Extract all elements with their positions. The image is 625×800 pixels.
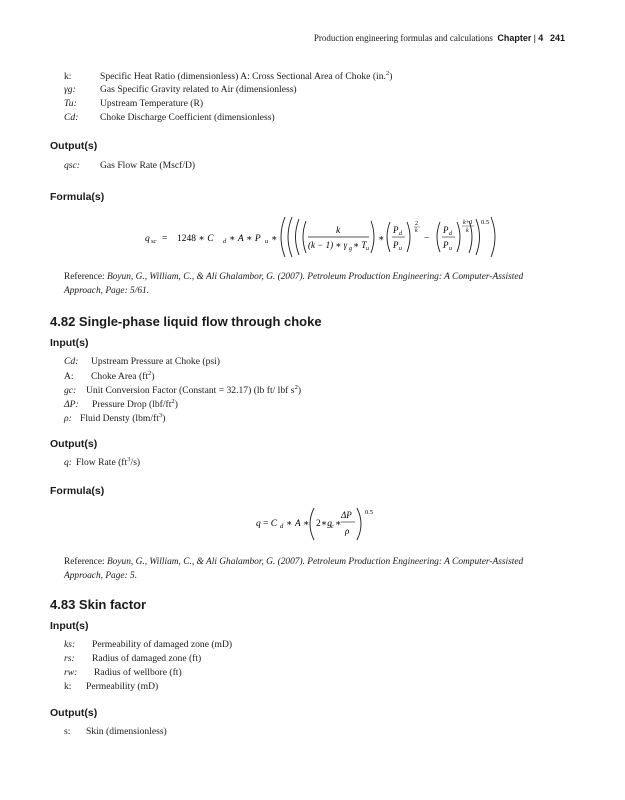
svg-text:∗ A ∗: ∗ A ∗	[286, 519, 310, 529]
definition-row	[64, 653, 201, 664]
definition-row: ΔP: Pressure Drop $(lbf/ft^2)$	[64, 398, 178, 411]
output-symbol: q:	[64, 457, 72, 469]
definition-row	[64, 112, 275, 123]
svg-text:P: P	[393, 240, 399, 250]
definition-text: Choke Discharge Coefficient (dimensionless)	[100, 112, 275, 123]
input-heading: Input(s)	[50, 337, 89, 349]
svg-text:q: q	[145, 234, 150, 244]
liquid-flow-formula	[255, 504, 385, 544]
definition-text: Choke Area (ft	[91, 371, 149, 383]
definition-row	[64, 356, 220, 367]
reference	[64, 556, 564, 583]
svg-text:P: P	[443, 240, 449, 250]
svg-text:u: u	[366, 246, 369, 252]
definition-text: Radius of wellbore (ft)	[94, 667, 182, 678]
svg-text:k: k	[466, 228, 469, 234]
svg-text:=: =	[162, 234, 168, 244]
svg-text:∗: ∗	[378, 234, 385, 244]
definition-row: ρ: Fluid Densty $(lbm/ft^3)$	[64, 412, 166, 425]
output-heading: Output(s)	[50, 707, 98, 719]
svg-text:k+1: k+1	[463, 220, 473, 226]
output-text: Skin (dimensionless)	[86, 726, 167, 737]
svg-text:1248 ∗ C: 1248 ∗ C	[177, 234, 214, 244]
svg-text:q: q	[256, 519, 261, 529]
definition-symbol: ρ:	[64, 413, 72, 425]
svg-text:2: 2	[415, 221, 418, 227]
section-title: 4.83 Skin factor	[50, 597, 147, 612]
svg-text:u: u	[399, 246, 402, 252]
header-chapter: Chapter	[497, 33, 532, 43]
svg-text:= C: = C	[263, 519, 278, 529]
svg-text:∗: ∗	[271, 234, 278, 244]
svg-text:−: −	[424, 234, 430, 244]
definition-symbol: rw:	[64, 667, 78, 678]
definition-text: Fluid Densty (lbm/ft	[80, 413, 159, 425]
gas-flow-formula-graphic	[140, 212, 500, 262]
svg-text:P: P	[443, 225, 449, 235]
definition-symbol: Cd:	[64, 112, 79, 123]
definition-symbol: ΔP:	[64, 399, 79, 411]
svg-text:c: c	[331, 523, 334, 530]
output-text: Gas Flow Rate (Mscf/D)	[100, 160, 196, 171]
section-title: 4.82 Single-phase liquid flow through choke	[50, 314, 322, 329]
running-header	[314, 33, 565, 43]
svg-text:(k − 1) ∗ γ: (k − 1) ∗ γ	[308, 240, 348, 250]
header-chapter-number: 4	[538, 33, 544, 43]
svg-text:∗ T: ∗ T	[353, 240, 367, 250]
definition-text: Upstream Temperature (R)	[100, 98, 204, 109]
definition-row	[64, 667, 182, 678]
svg-text:k: k	[415, 228, 418, 234]
gas-flow-formula	[140, 212, 500, 262]
svg-text:ΔP: ΔP	[341, 510, 352, 520]
definition-symbol: Cd:	[64, 356, 79, 367]
definition-text: Specific Heat Ratio (dimensionless) A: Cross Sectional Area of Choke (in.	[100, 71, 386, 83]
svg-text:ρ: ρ	[345, 526, 350, 536]
reference-text: Boyun, G., William, C., & Ali Ghalambor, G. (2007). Petroleum Production Engineering: A Computer-Assisted Approach, Page: 5.	[64, 557, 524, 581]
svg-text:0.5: 0.5	[365, 509, 374, 516]
svg-text:d: d	[399, 231, 402, 237]
svg-text:u: u	[449, 246, 452, 252]
page-number: 241	[549, 33, 565, 43]
definition-symbol: ks:	[64, 639, 76, 650]
output-text: Flow Rate (ft	[76, 457, 128, 469]
svg-text:d: d	[449, 231, 452, 237]
definition-row	[64, 84, 297, 95]
definition-symbol: k:	[64, 71, 72, 83]
output-symbol: qsc:	[64, 160, 80, 171]
reference-prefix: Reference:	[64, 272, 107, 282]
svg-text:u: u	[265, 238, 269, 245]
formula-heading: Formula(s)	[50, 191, 105, 203]
formula-heading: Formula(s)	[50, 485, 105, 497]
definition-text: Unit Conversion Factor (Constant = 32.17) (lb ft/ lbf s	[86, 385, 295, 397]
definition-text: Upstream Pressure at Choke (psi)	[91, 356, 220, 367]
svg-text:2∗g: 2∗g	[316, 519, 332, 529]
definition-text: Gas Specific Gravity related to Air (dimensionless)	[100, 84, 297, 95]
definition-row	[64, 639, 232, 650]
header-separator: |	[533, 33, 536, 43]
output-row	[64, 726, 167, 737]
definition-row	[64, 98, 203, 109]
svg-text:P: P	[393, 225, 399, 235]
definition-row	[64, 681, 158, 692]
svg-text:sc: sc	[151, 238, 157, 245]
definition-row: k: Specific Heat Ratio (dimensionless) A: Cross Sectional Area of Choke (in.$^2$)	[64, 70, 393, 83]
output-symbol: s:	[64, 726, 71, 737]
svg-text:g: g	[349, 246, 352, 252]
definition-text: Radius of damaged zone (ft)	[92, 653, 202, 664]
header-title: Production engineering formulas and calculations	[313, 33, 493, 43]
definition-text: Pressure Drop (lbf/ft	[92, 399, 172, 411]
definition-symbol: γg:	[64, 84, 76, 95]
definition-text: Permeability (mD)	[86, 681, 159, 692]
reference	[64, 271, 564, 298]
reference-text: Boyun, G., William, C., & Ali Ghalambor, G. (2007). Petroleum Production Engineering: A Computer-Assisted Approach, Page: 5/61.	[64, 272, 524, 296]
liquid-flow-formula-graphic	[255, 504, 385, 544]
svg-text:∗ A ∗ P: ∗ A ∗ P	[229, 234, 261, 244]
definition-text: Permeability of damaged zone (mD)	[92, 639, 233, 650]
definition-symbol: rs:	[64, 653, 75, 664]
output-heading: Output(s)	[50, 438, 98, 450]
definition-row: gc: Unit Conversion Factor (Constant = 32.17) (lb ft/ lbf $s^2$)	[64, 384, 302, 397]
svg-text:∗: ∗	[335, 519, 342, 529]
svg-text:d: d	[223, 238, 227, 245]
output-heading: Output(s)	[50, 140, 98, 152]
definition-symbol: Tu:	[64, 98, 77, 109]
output-row: q: Flow Rate $(ft^3/s)$	[64, 456, 141, 469]
svg-text:d: d	[280, 523, 284, 530]
svg-text:0.5: 0.5	[481, 219, 490, 226]
definition-symbol: k:	[64, 681, 72, 692]
output-row	[64, 160, 195, 171]
input-heading: Input(s)	[50, 620, 89, 632]
reference-prefix: Reference:	[64, 557, 107, 567]
definition-symbol: A:	[64, 371, 74, 383]
definition-row: A: Choke Area $(ft^2)$	[64, 370, 155, 383]
svg-text:k: k	[336, 226, 341, 236]
definition-symbol: gc:	[64, 385, 77, 397]
